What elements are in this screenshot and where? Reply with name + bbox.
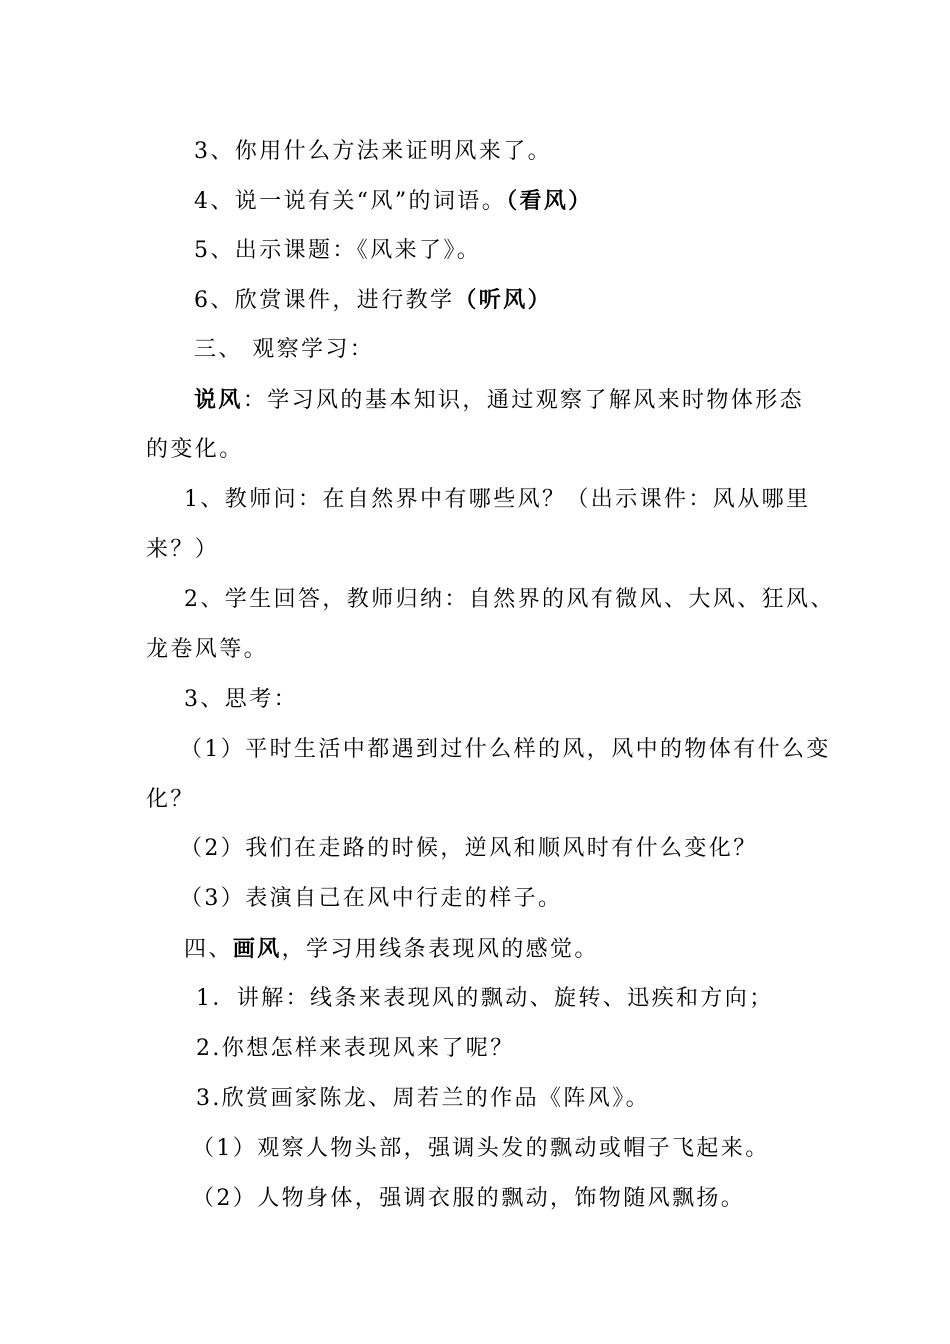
item-1-explain	[196, 984, 774, 1014]
line-text: 6、欣赏课件，进行教学	[194, 288, 455, 313]
say-wind-paragraph	[194, 385, 804, 416]
say-wind-paragraph-cont	[146, 435, 244, 465]
line-text: （2）人物身体，强调衣服的飘动，饰物随风飘扬。	[192, 1186, 746, 1211]
line-text: 化？	[146, 787, 195, 812]
sub-item-2-body	[192, 1184, 745, 1214]
line-text: ：学习风的基本知识，通过观察了解风来时物体形态	[242, 388, 805, 413]
line-text: （2）我们在走路的时候，逆风和顺风时有什么变化？	[180, 836, 758, 861]
line-text: 3.欣赏画家陈龙、周若兰的作品《阵风》。	[196, 1086, 650, 1111]
line-text: 2.你想怎样来表现风来了呢？	[196, 1036, 515, 1061]
bold-tag-listen-wind: （听风）	[454, 287, 553, 313]
sub-item-1-daily-wind	[180, 735, 831, 765]
line-text: ，学习用线条表现风的感觉。	[281, 937, 599, 962]
line-text: 三、 观察学习：	[194, 337, 375, 362]
line-text: 1、教师问：在自然界中有哪些风？（出示课件：风从哪里	[184, 487, 811, 512]
item-3-appreciate-painting	[196, 1084, 650, 1114]
item-6-appreciate-courseware	[194, 285, 552, 316]
section-3-heading	[194, 335, 374, 365]
line-text: 3、你用什么方法来证明风来了。	[194, 139, 552, 164]
line-text: 2、学生回答，教师归纳：自然界的风有微风、大风、狂风、	[184, 587, 835, 612]
line-text: 3、思考：	[184, 687, 298, 712]
item-5-show-title	[194, 236, 481, 266]
item-3-think	[184, 685, 298, 715]
item-3-prove-wind	[194, 137, 552, 167]
bold-draw-wind: 画风	[232, 936, 282, 962]
line-text: 的变化。	[146, 437, 244, 462]
sub-item-2-walking	[180, 834, 758, 864]
line-text: 5、出示课题：《风来了》。	[194, 238, 482, 263]
bold-tag-look-wind: （看风）	[506, 188, 593, 214]
sub-item-1-head	[192, 1134, 770, 1164]
sub-item-1-daily-wind-cont	[146, 785, 195, 815]
line-prefix: 四、	[184, 937, 233, 962]
item-2-students-answer	[184, 585, 835, 615]
item-2-students-answer-cont	[146, 635, 268, 665]
line-text: 龙卷风等。	[146, 637, 269, 662]
sub-item-3-act	[180, 884, 562, 914]
section-4-heading	[184, 934, 599, 965]
line-text: （3）表演自己在风中行走的样子。	[180, 886, 563, 911]
bold-say-wind: 说风	[194, 387, 243, 413]
line-text: 1．讲解：线条来表现风的飘动、旋转、迅疾和方向；	[196, 986, 774, 1011]
item-4-wind-words	[194, 186, 593, 217]
line-text: （1）平时生活中都遇到过什么样的风，风中的物体有什么变	[180, 737, 831, 762]
line-text: 4、说一说有关“风”的词语。	[194, 189, 507, 214]
item-2-how-express	[196, 1034, 515, 1064]
item-1-teacher-asks-cont	[146, 535, 219, 565]
line-text: （1）观察人物头部，强调头发的飘动或帽子飞起来。	[192, 1136, 770, 1161]
item-1-teacher-asks	[184, 485, 810, 515]
line-text: 来？）	[146, 537, 220, 562]
